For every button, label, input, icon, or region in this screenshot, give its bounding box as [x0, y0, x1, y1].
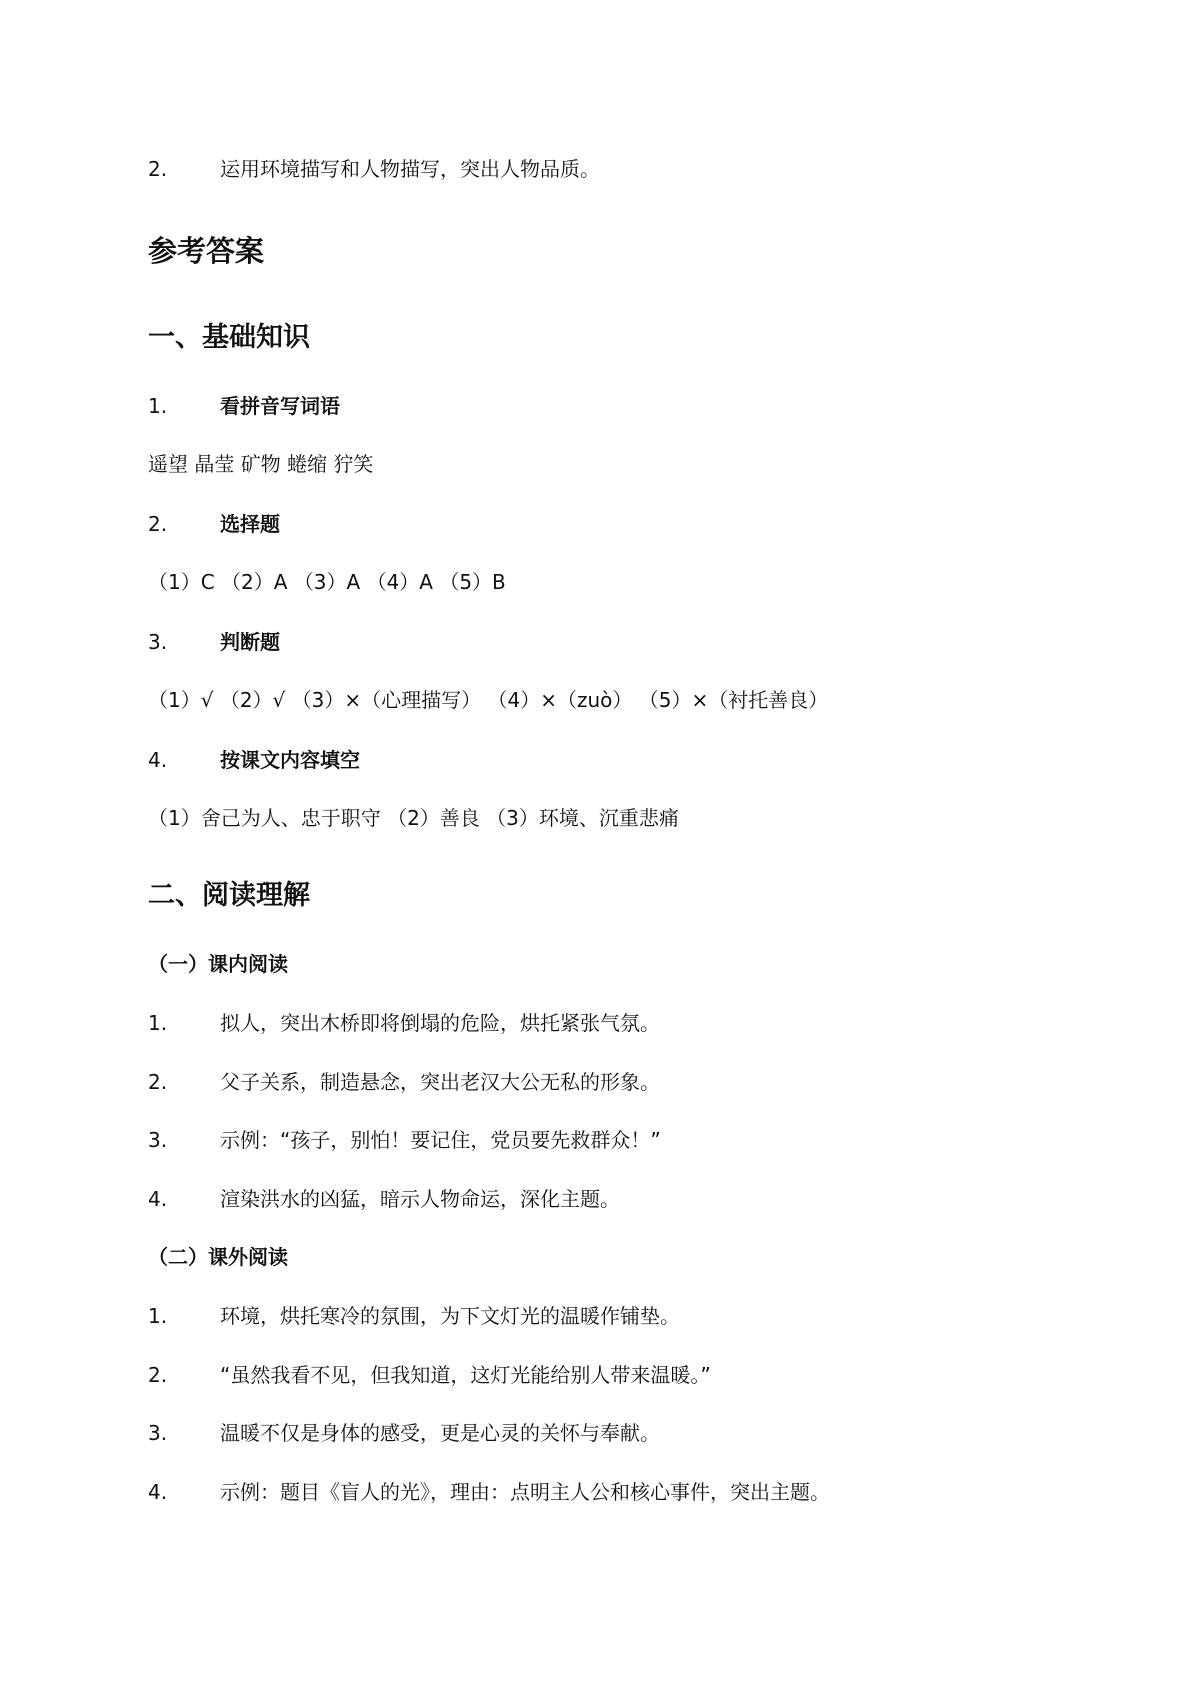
subsection-heading-in-class: （一）课内阅读 — [148, 952, 288, 976]
list-number: 2. — [148, 1363, 168, 1387]
list-number: 2. — [148, 1070, 168, 1094]
question-label: 判断题 — [220, 630, 280, 654]
list-number: 3. — [148, 1128, 168, 1152]
basics-answer-3: （1）√ （2）√ （3）×（心理描写） （4）×（zuò） （5）×（衬托善良） — [148, 688, 829, 712]
list-text: 运用环境描写和人物描写，突出人物品质。 — [220, 157, 600, 181]
list-number: 2. — [148, 512, 168, 536]
list-number: 1. — [148, 1011, 168, 1035]
question-label: 选择题 — [220, 512, 280, 536]
basics-answer-2: （1）C （2）A （3）A （4）A （5）B — [148, 570, 506, 594]
list-text: “虽然我看不见，但我知道，这灯光能给别人带来温暖。” — [220, 1363, 711, 1387]
list-text: 环境，烘托寒冷的氛围，为下文灯光的温暖作铺垫。 — [220, 1304, 680, 1328]
basics-answer-1: 遥望 晶莹 矿物 蜷缩 狞笑 — [148, 452, 374, 476]
list-number: 1. — [148, 394, 168, 418]
document-title: 参考答案 — [148, 234, 265, 268]
list-text: 渲染洪水的凶猛，暗示人物命运，深化主题。 — [220, 1187, 620, 1211]
subsection-heading-extracurricular: （二）课外阅读 — [148, 1245, 288, 1269]
list-number: 4. — [148, 1187, 168, 1211]
section-heading-reading: 二、阅读理解 — [148, 880, 310, 911]
list-text: 示例：“孩子，别怕！要记住，党员要先救群众！” — [220, 1128, 661, 1152]
list-number: 1. — [148, 1304, 168, 1328]
list-number: 4. — [148, 1480, 168, 1504]
question-label: 看拼音写词语 — [220, 394, 340, 418]
list-number: 3. — [148, 630, 168, 654]
list-text: 温暖不仅是身体的感受，更是心灵的关怀与奉献。 — [220, 1421, 660, 1445]
basics-answer-4: （1）舍己为人、忠于职守 （2）善良 （3）环境、沉重悲痛 — [148, 806, 679, 830]
list-text: 拟人，突出木桥即将倒塌的危险，烘托紧张气氛。 — [220, 1011, 660, 1035]
section-heading-basics: 一、基础知识 — [148, 322, 310, 353]
list-number: 2. — [148, 157, 168, 181]
list-text: 父子关系，制造悬念，突出老汉大公无私的形象。 — [220, 1070, 660, 1094]
list-number: 3. — [148, 1421, 168, 1445]
list-text: 示例：题目《盲人的光》，理由：点明主人公和核心事件，突出主题。 — [220, 1480, 830, 1504]
list-number: 4. — [148, 748, 168, 772]
question-label: 按课文内容填空 — [220, 748, 360, 772]
